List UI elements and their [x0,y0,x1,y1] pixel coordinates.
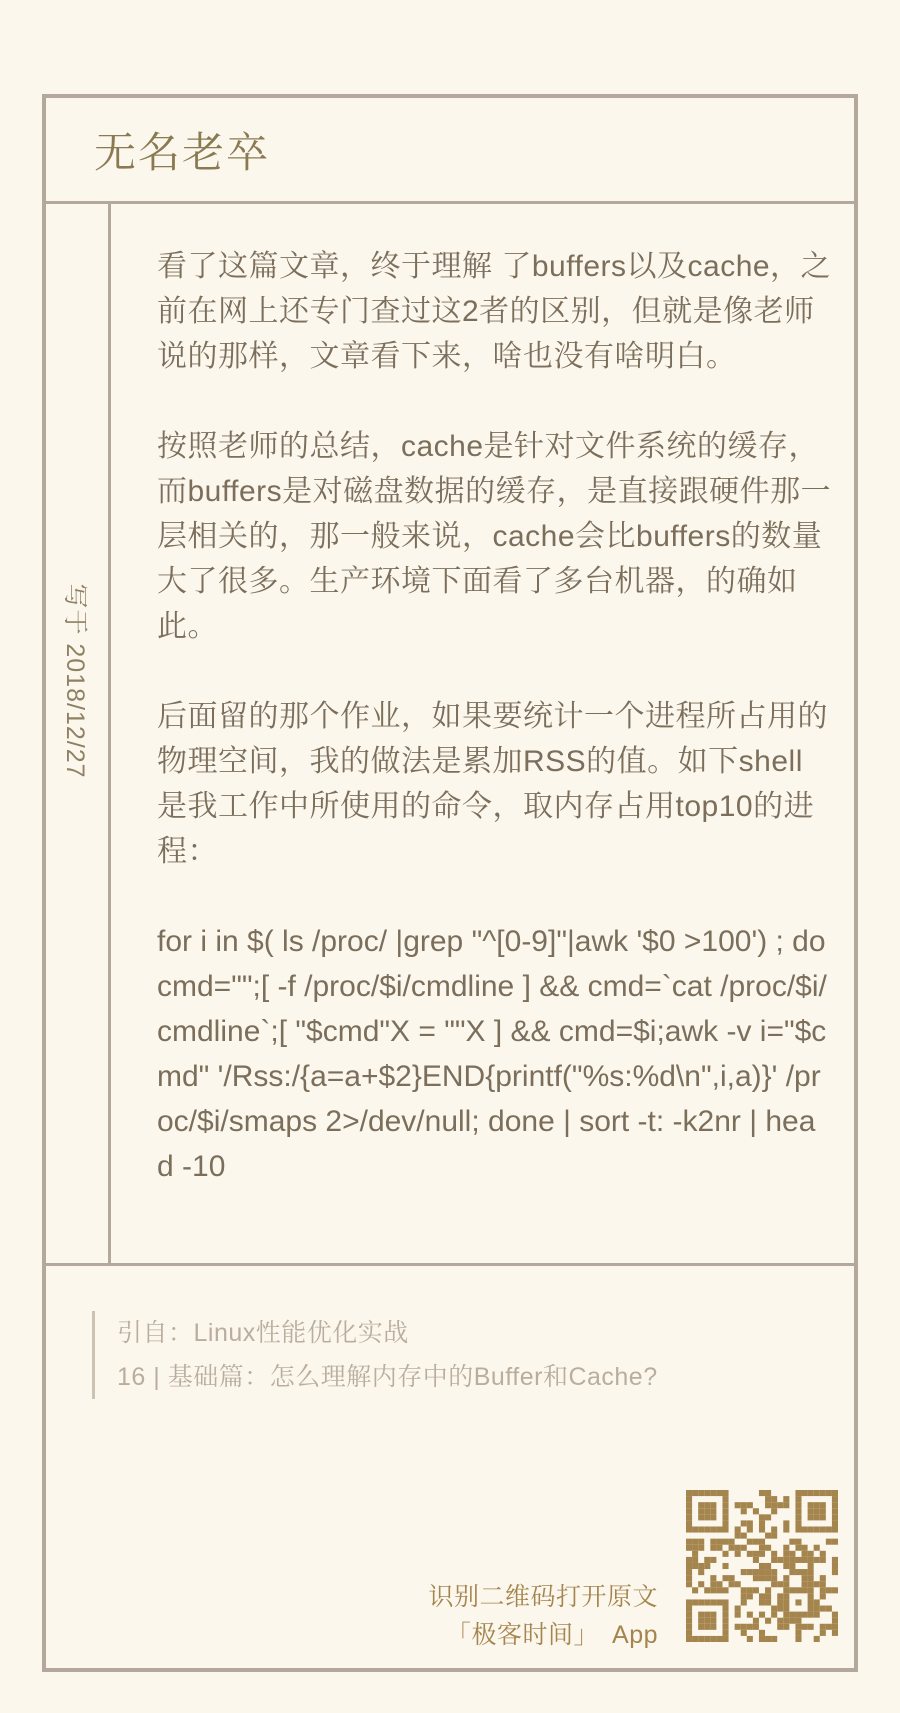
comment-paragraph: 后面留的那个作业，如果要统计一个进程所占用的物理空间，我的做法是累加RSS的值。如下shell是我工作中所使用的命令，取内存占用top10的进程： [157,700,828,868]
date-column [46,204,111,1263]
card-footer [46,1266,854,1668]
citation-source: 引自：Linux性能优化实战 [117,1319,409,1347]
comment-card [42,94,858,1672]
footer-cta [428,1490,838,1649]
scan-hint-line: 识别二维码打开原文 [428,1583,658,1611]
written-date: 写于 2018/12/27 [61,583,89,779]
app-name: 「极客时间」 App [446,1621,658,1649]
qr-code [686,1490,838,1642]
citation-block [92,1311,854,1399]
card-header [46,98,854,204]
card-body [46,204,854,1266]
scan-hint-block [428,1578,658,1654]
author-name: 无名老卒 [94,128,271,176]
shell-command: for i in $( ls /proc/ |grep "^[0-9]"|awk '$0 >100') ; do cmd="";[ -f /proc/$i/cmdline ] && cmd=`cat /proc/$i/cmdline`;[ "$cmd"X = ""X ] && cmd=$i;awk -v i="$cmd" '/Rss:/{a=a+$2}END{printf("%s:%d\n",i,a)}' /proc/$i/smaps 2>/dev/null; done | sort -t: -k2nr | head -10 [157,925,827,1183]
comment-content [111,204,854,1263]
comment-paragraph: 按照老师的总结，cache是针对文件系统的缓存，而buffers是对磁盘数据的缓存，是直接跟硬件那一层相关的，那一般来说，cache会比buffers的数量大了很多。生产环境下面看了多台机器，的确如此。 [157,430,832,643]
comment-paragraph: 看了这篇文章，终于理解 了buffers以及cache，之前在网上还专门查过这2者的区别，但就是像老师说的那样，文章看下来，啥也没有啥明白。 [157,250,832,373]
citation-article-title: 16 | 基础篇：怎么理解内存中的Buffer和Cache? [117,1363,658,1391]
